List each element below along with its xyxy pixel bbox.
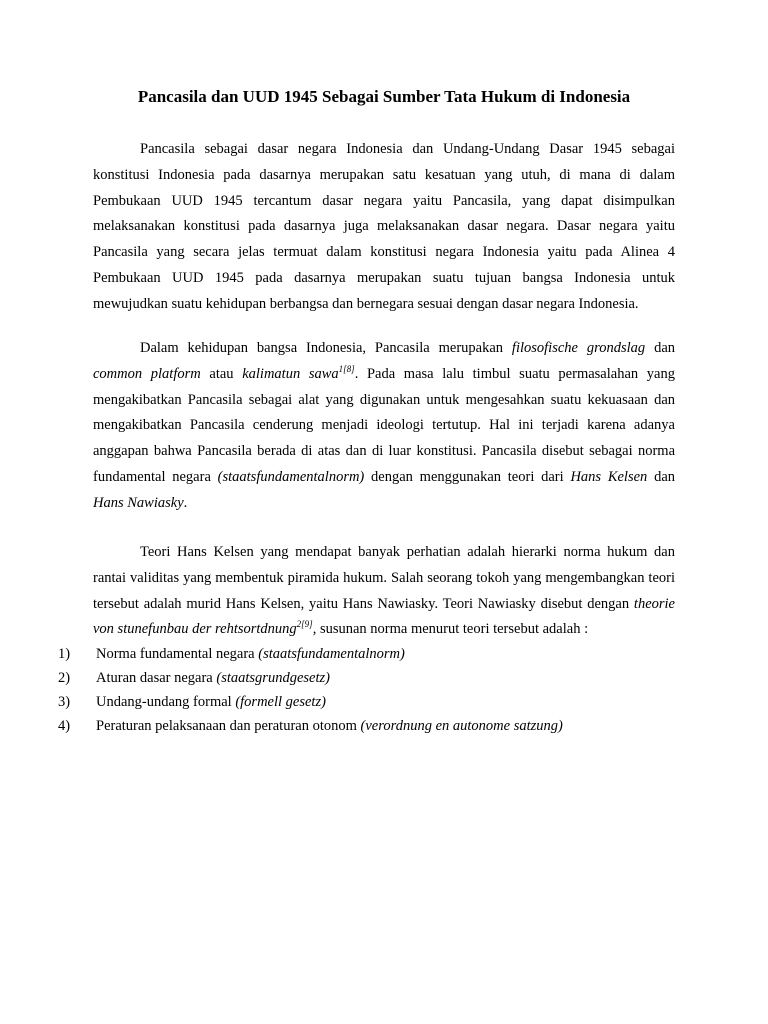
paragraph-1: Pancasila sebagai dasar negara Indonesia dan Undang-Undang Dasar 1945 sebagai konstitusi Indonesia pada dasarnya merupakan satu kesatuan yang utuh, di mana di dalam Pembukaan UUD 1945 tercantum dasar negara yaitu Pancasila, yang dapat disimpulkan melaksanakan konstitusi pada dasarnya juga melaksanakan dasar negara. Dasar negara yaitu Pancasila yang secara jelas termuat dalam konstitusi negara Indonesia yaitu pada Alinea 4 Pembukaan UUD 1945 pada dasarnya merupakan suatu tujuan bangsa Indonesia untuk mewujudkan suatu kehidupan berbangsa dan bernegara sesuai dengan dasar negara Indonesia. xyxy=(93,141,675,312)
paragraph-2 xyxy=(93,336,675,517)
list-item-term: (staatsgrundgesetz) xyxy=(216,670,330,686)
paragraph-2-text: dan xyxy=(645,340,675,356)
list-item xyxy=(0,690,700,714)
document-title: Pancasila dan UUD 1945 Sebagai Sumber Tata Hukum di Indonesia xyxy=(137,87,631,106)
list-item-term: (verordnung en autonome satzung) xyxy=(360,718,563,734)
paragraph-2-text: . Pada masa lalu timbul suatu permasalahan yang mengakibatkan Pancasila sebagai alat yang digunakan untuk mengesahkan suatu kekuasaan dan mengakibatkan Pancasila cenderung menjadi ideologi tertutup. Hal ini terjadi karena adanya anggapan bahwa Pancasila berada di atas dan di luar konstitusi. Pancasila disebut sebagai norma fundamental negara xyxy=(93,365,675,485)
term-theorie-von-stufenbau: theorie von stunefunbau der rehtsortdnung xyxy=(93,595,675,638)
paragraph-3 xyxy=(93,540,675,643)
name-hans-kelsen: Hans Kelsen xyxy=(570,468,648,485)
list-item xyxy=(0,714,700,738)
list-item-term: (formell gesetz) xyxy=(235,694,326,710)
paragraph-2-text: atau xyxy=(200,365,243,382)
term-filosofische-grondslag: filosofische grondslag xyxy=(511,340,646,356)
term-common-platform: common platform xyxy=(93,365,201,382)
term-staatsfundamentalnorm: (staatsfundamentalnorm) xyxy=(217,468,365,485)
paragraph-3-comma: , xyxy=(312,621,317,638)
paragraph-2-text: Dalam kehidupan bangsa Indonesia, Pancasila merupakan xyxy=(140,340,512,356)
list-item-number: 3) xyxy=(58,694,71,710)
paragraph-2-text: dan xyxy=(647,468,676,485)
list-item-term: (staatsfundamentalnorm) xyxy=(258,646,405,662)
list-item-text: Peraturan pelaksanaan dan peraturan otonom xyxy=(96,718,361,734)
footnote-ref-1: 1[8] xyxy=(338,363,355,374)
list-item-text: Norma fundamental negara xyxy=(96,646,259,662)
list-item-number: 1) xyxy=(58,646,71,662)
term-kalimatun-sawa: kalimatun sawa xyxy=(242,365,339,382)
paragraph-2-text: . xyxy=(183,494,188,511)
list-item-text: Aturan dasar negara xyxy=(96,670,217,686)
list-item-number: 4) xyxy=(58,718,71,734)
list-item-text: Undang-undang formal xyxy=(96,694,236,710)
list-item xyxy=(0,666,700,690)
paragraph-3-text: susunan norma menurut teori tersebut adalah : xyxy=(316,621,589,638)
paragraph-2-text: dengan menggunakan teori dari xyxy=(364,468,571,485)
list-item-number: 2) xyxy=(58,670,71,686)
norm-hierarchy-list xyxy=(0,642,700,738)
list-item xyxy=(0,642,700,666)
name-hans-nawiasky: Hans Nawiasky xyxy=(93,494,184,511)
paragraph-3-text: Teori Hans Kelsen yang mendapat banyak perhatian adalah hierarki norma hukum dan rantai validitas yang membentuk piramida hukum. Salah seorang tokoh yang mengembangkan teori tersebut adalah murid Hans Kelsen, yaitu Hans Nawiasky. Teori Nawiasky disebut dengan xyxy=(93,544,675,612)
footnote-ref-2: 2[9] xyxy=(296,619,313,630)
